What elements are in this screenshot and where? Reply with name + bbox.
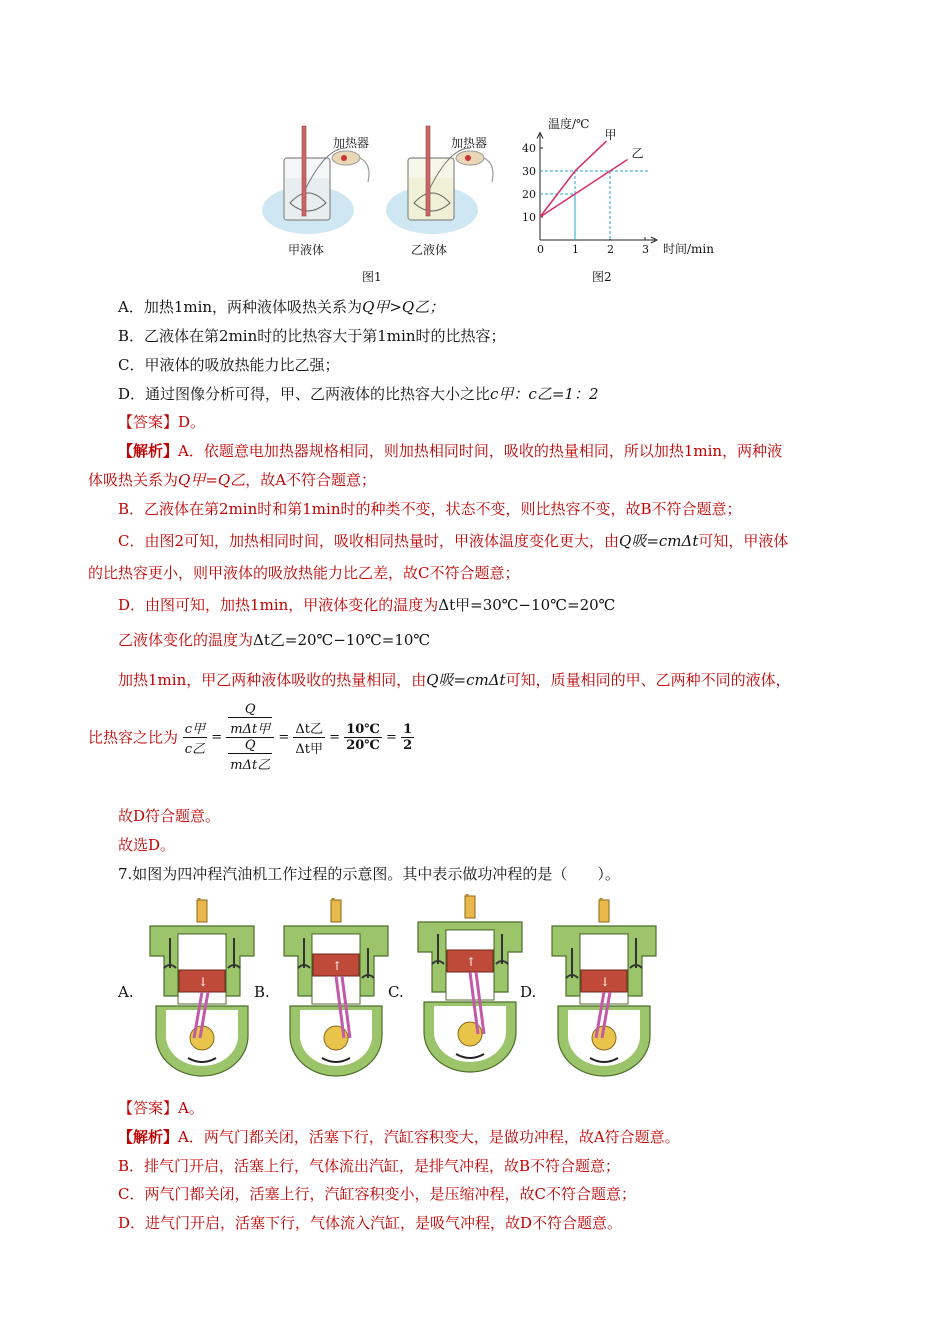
q6-analysis-d-3: 加热1min，甲乙两种液体吸收的热量相同，由Q吸=cmΔt可知，质量相同的甲、乙两种不同的液体， (118, 671, 791, 689)
q6-analysis-d-5: 故D符合题意。 (118, 807, 221, 825)
liquid-label-1: 甲液体 (288, 243, 325, 257)
x-tick-label: 0 (537, 243, 544, 256)
figure-1-caption: 图1 (362, 270, 382, 284)
specific-heat-ratio-formula: $\frac{\text{c甲}}{\text{c乙}}$ = $\frac{\frac{Q}{\text{mΔt甲}}}{\frac{Q}{\text{mΔt乙}}}$ = $\frac{\text{Δt乙}}{\text{Δt甲}}$ = $\frac{10℃}{20℃}$ = $\frac{1}{2}$ (184, 702, 413, 773)
formula-delta-t-yi: Δt乙=20℃−10℃=10℃ (253, 631, 431, 649)
engine-label-d: D. (520, 983, 537, 1001)
q6-analysis-a-1: 【解析】A．依题意电加热器规格相同，则加热相同时间，吸收的热量相同，所以加热1min，两种液 (118, 442, 783, 460)
engine-diagram-c (410, 894, 530, 1074)
q6-option-b: B．乙液体在第2min时的比热容大于第1min时的比热容； (118, 327, 506, 345)
q6-option-a: A．加热1min，两种液体吸热关系为Q甲>Q乙； (118, 298, 445, 316)
temperature-time-chart (514, 114, 724, 264)
q6-analysis-d-4: 比热容之比为 $\frac{\text{c甲}}{\text{c乙}}$ = $\frac{\frac{Q}{\text{mΔt甲}}}{\frac{Q}{\text{mΔt乙}}}$ = $\frac{\text{Δt乙}}{\text{Δt甲}}$ = $\frac{10℃}{20℃}$ = $\frac{1}{2}$ (88, 702, 413, 773)
q6-analysis-d-2: 乙液体变化的温度为Δt乙=20℃−10℃=10℃ (118, 631, 431, 649)
q6-analysis-a-2: 体吸热关系为Q甲=Q乙，故A不符合题意； (88, 471, 377, 489)
q6-option-a-formula: Q甲>Q乙； (362, 298, 445, 316)
q6-analysis-c-2: 的比热容更小，则甲液体的吸放热能力比乙差，故C不符合题意； (88, 564, 520, 582)
svg-text:↓: ↓ (600, 975, 611, 989)
y-tick-label: 20 (522, 188, 536, 201)
x-tick-label: 1 (572, 243, 579, 256)
x-tick-label: 3 (642, 243, 649, 256)
engine-label-a: A. (118, 983, 134, 1001)
heater-label-2: 加热器 (451, 136, 488, 150)
heater-label-1: 加热器 (333, 136, 370, 150)
series-label-1: 乙 (631, 146, 644, 161)
svg-text:↑: ↑ (332, 959, 343, 973)
engine-label-b: B. (254, 983, 270, 1001)
y-axis-label: 温度/℃ (548, 117, 590, 131)
formula-q-cmdt: Q吸=cmΔt (619, 532, 699, 550)
q6-option-d: D．通过图像分析可得，甲、乙两液体的比热容大小之比c甲：c乙=1：2 (118, 385, 599, 403)
svg-text:↓: ↓ (198, 975, 209, 989)
y-tick-label: 30 (522, 165, 536, 178)
x-axis-label: 时间/min (663, 242, 714, 256)
engine-diagram-b (276, 898, 396, 1078)
q7-stem: 7.如图为四冲程汽油机工作过程的示意图。其中表示做功冲程的是（ ）。 (118, 865, 620, 883)
series-line-1 (540, 160, 628, 218)
engine-label-c: C. (388, 983, 404, 1001)
series-label-0: 甲 (604, 128, 617, 143)
y-tick-label: 40 (522, 142, 536, 155)
x-tick-label: 2 (607, 243, 614, 256)
figure-2-caption: 图2 (592, 270, 612, 284)
liquid-label-2: 乙液体 (411, 243, 448, 257)
y-tick-label: 10 (522, 211, 536, 224)
q6-option-c: C．甲液体的吸放热能力比乙强； (118, 356, 340, 374)
formula-delta-t-jia: Δt甲=30℃−10℃=20℃ (438, 596, 616, 614)
q6-choose: 故选D。 (118, 836, 176, 854)
engine-diagram-d (544, 898, 664, 1078)
q7-analysis-d: D．进气门开启，活塞下行，气体流入汽缸，是吸气冲程，故D不符合题意。 (118, 1214, 623, 1232)
q6-answer: 【答案】D。 (118, 413, 206, 431)
q6-analysis-b: B．乙液体在第2min时和第1min时的种类不变，状态不变，则比热容不变，故B不符合题意； (118, 500, 742, 518)
q7-analysis-b: B．排气门开启，活塞上行，气体流出汽缸，是排气冲程，故B不符合题意； (118, 1157, 621, 1175)
engine-diagram-a (142, 898, 262, 1078)
svg-text:↑: ↑ (466, 955, 477, 969)
q7-analysis-c: C．两气门都关闭，活塞上行，汽缸容积变小，是压缩冲程，故C不符合题意； (118, 1185, 636, 1203)
q6-option-d-formula: c甲：c乙=1：2 (490, 385, 599, 403)
q6-analysis-c-1: C．由图2可知，加热相同时间，吸收相同热量时，甲液体温度变化更大，由Q吸=cmΔt可知，甲液体 (118, 532, 789, 550)
q6-analysis-d-1: D．由图可知，加热1min，甲液体变化的温度为Δt甲=30℃−10℃=20℃ (118, 596, 616, 614)
q7-analysis-a: 【解析】A．两气门都关闭，活塞下行，汽缸容积变大，是做功冲程，故A符合题意。 (118, 1128, 680, 1146)
q7-answer: 【答案】A。 (118, 1099, 204, 1117)
